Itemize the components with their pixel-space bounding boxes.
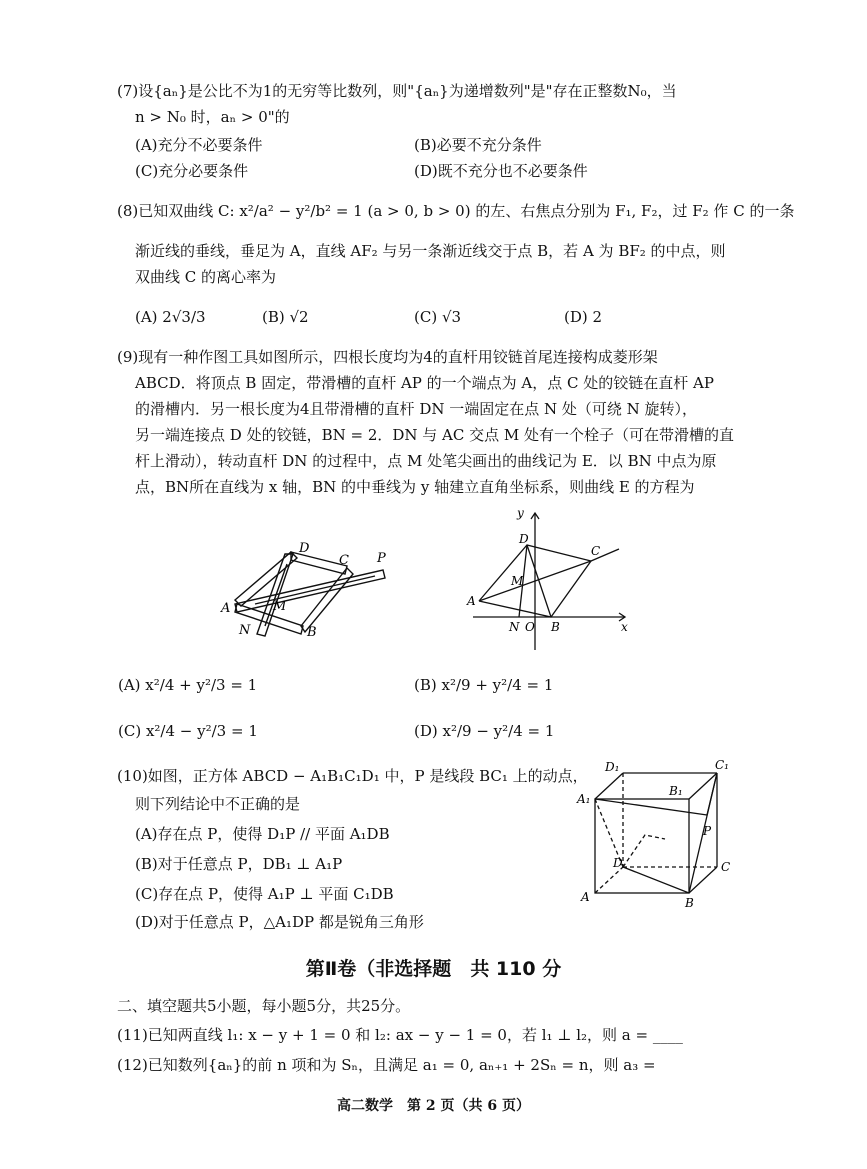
rod-ad (235, 552, 297, 606)
q12-text: (12)已知数列{aₙ}的前 n 项和为 Sₙ，且满足 a₁ = 0, aₙ₊₁ + 2Sₙ = n，则 a₃ = (117, 1056, 656, 1074)
q9-line5: 杆上滑动），转动直杆 DN 的过程中，点 M 处笔尖画出的曲线记为 E．以 BN 中点为原 (135, 452, 717, 470)
fig1-label-c: C (339, 553, 349, 568)
fig1-label-b: B (307, 625, 317, 640)
cube-label-b1: B₁ (669, 784, 683, 798)
cube-label-p: P (703, 824, 712, 838)
cube-label-b: B (685, 896, 694, 910)
section2-title: 第Ⅱ卷（非选择题 共 110 分 (305, 958, 562, 980)
q10-option-a: (A)存在点 P，使得 D₁P // 平面 A₁DB (135, 825, 390, 843)
q10-option-b: (B)对于任意点 P，DB₁ ⊥ A₁P (135, 855, 343, 873)
q9-option-d: (D) x²/9 − y²/4 = 1 (414, 722, 555, 740)
q9-line3: 的滑槽内．另一根长度为4且带滑槽的直杆 DN 一端固定在点 N 处（可绕 N 旋转）， (135, 400, 698, 418)
fig2-label-a: A (467, 594, 476, 608)
fig1-label-m: M (273, 599, 287, 614)
q9-option-c: (C) x²/4 − y²/3 = 1 (118, 722, 258, 740)
cube-label-c1: C₁ (715, 758, 729, 772)
q7-line1: (7)设{aₙ}是公比不为1的无穷等比数列，则"{aₙ}为递增数列"是"存在正整数N₀，当 (117, 82, 677, 100)
q7-option-d: (D)既不充分也不必要条件 (414, 162, 588, 180)
q10-option-c: (C)存在点 P，使得 A₁P ⊥ 平面 C₁DB (135, 885, 394, 903)
fig2-label-n: N (509, 620, 520, 634)
page-footer: 高二数学 第 2 页（共 6 页） (337, 1098, 530, 1114)
cube-label-d: D (613, 856, 623, 870)
fig2-label-d: D (519, 532, 529, 546)
fig2-label-c: C (591, 544, 601, 558)
q8-line1: (8)已知双曲线 C: x²/a² − y²/b² = 1 (a > 0, b > 0) 的左、右焦点分别为 F₁, F₂，过 F₂ 作 C 的一条 (117, 202, 795, 220)
fig2-label-b: B (551, 620, 560, 634)
fig2-label-m: M (511, 574, 524, 588)
q8-option-c: (C) √3 (414, 308, 462, 326)
q8-option-b: (B) √2 (262, 308, 309, 326)
fig1-label-a: A (221, 601, 231, 616)
q8-line2: 渐近线的垂线，垂足为 A，直线 AF₂ 与另一条渐近线交于点 B，若 A 为 BF₂ 的中点，则 (135, 242, 726, 260)
fig1-label-n: N (239, 623, 251, 638)
q9-linkage-figure (215, 540, 415, 650)
q8-option-d: (D) 2 (564, 308, 603, 326)
cube-label-a: A (581, 890, 590, 904)
fig2-label-x: x (621, 620, 628, 634)
fig1-label-d: D (299, 541, 310, 556)
q9-line1: (9)现有一种作图工具如图所示，四根长度均为4的直杆用铰链首尾连接构成菱形架 (117, 348, 658, 366)
cube-label-c: C (721, 860, 731, 874)
q10-option-d: (D)对于任意点 P，△A₁DP 都是锐角三角形 (135, 913, 424, 931)
q7-option-b: (B)必要不充分条件 (414, 136, 542, 154)
q10-cube-figure (575, 755, 750, 915)
q9-line6: 点，BN所在直线为 x 轴，BN 的中垂线为 y 轴建立直角坐标系，则曲线 E 的方程为 (135, 478, 695, 496)
q7-option-c: (C)充分必要条件 (135, 162, 249, 180)
fig1-label-p: P (377, 551, 386, 566)
rod-bc (301, 568, 353, 632)
cube-label-a1: A₁ (577, 792, 591, 806)
q10-line1: (10)如图，正方体 ABCD − A₁B₁C₁D₁ 中，P 是线段 BC₁ 上的动点， (117, 767, 588, 785)
fig2-label-y: y (517, 506, 524, 520)
q9-line4: 另一端连接点 D 处的铰链，BN = 2．DN 与 AC 交点 M 处有一个栓子（可在带滑槽的直 (135, 426, 735, 444)
q9-option-b: (B) x²/9 + y²/4 = 1 (414, 676, 554, 694)
q9-coordinate-figure (465, 505, 645, 655)
q9-line2: ABCD．将顶点 B 固定，带滑槽的直杆 AP 的一个端点为 A，点 C 处的铰链在直杆 AP (135, 374, 714, 392)
cube-label-d1: D₁ (605, 760, 620, 774)
q7-option-a: (A)充分不必要条件 (135, 136, 263, 154)
fig2-label-o: O (525, 620, 535, 634)
q9-option-a: (A) x²/4 + y²/3 = 1 (118, 676, 258, 694)
section2-intro: 二、填空题共5小题，每小题5分，共25分。 (117, 997, 411, 1015)
q7-line2: n > N₀ 时，aₙ > 0"的 (135, 108, 290, 126)
q8-option-a: (A) 2√3/3 (135, 308, 206, 326)
q8-line3: 双曲线 C 的离心率为 (135, 268, 277, 286)
q10-line2: 则下列结论中不正确的是 (135, 795, 301, 813)
q11-text: (11)已知两直线 l₁: x − y + 1 = 0 和 l₂: ax − y − 1 = 0，若 l₁ ⊥ l₂，则 a = ____ (117, 1026, 683, 1044)
